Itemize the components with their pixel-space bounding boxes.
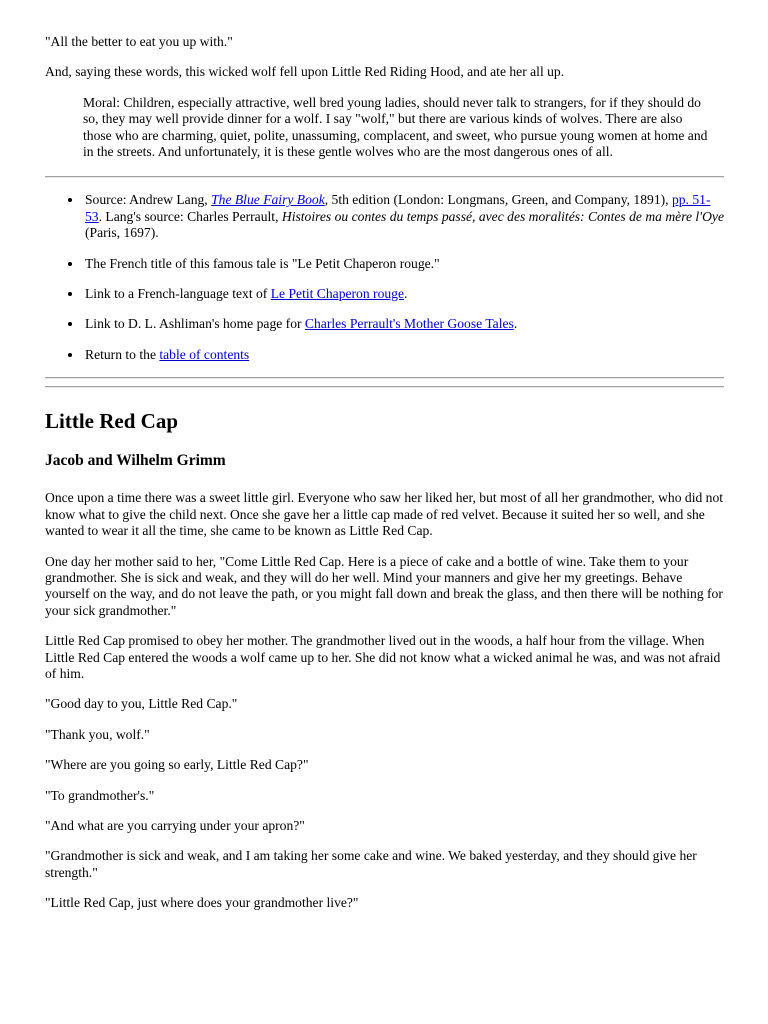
narrative-line: And, saying these words, this wicked wolf fell upon Little Red Riding Hood, and ate her all up. <box>45 64 565 80</box>
story-paragraph: Little Red Cap promised to obey her mother. The grandmother lived out in the woods, a half hour from the village. When Little Red Cap entered the woods a wolf came up to her. She did not know what a wicked animal he was, and was not afraid of him. <box>45 633 721 681</box>
note-french-title: • The French title of this famous tale is "Le Petit Chaperon rouge." <box>83 256 724 272</box>
section-divider <box>45 386 724 388</box>
story-author: Jacob and Wilhelm Grimm <box>45 452 226 470</box>
pages-link[interactable]: pp. 51-53 <box>85 192 711 224</box>
story-paragraph: "Good day to you, Little Red Cap." <box>45 696 238 712</box>
blue-fairy-book-link[interactable]: The Blue Fairy Book <box>211 192 325 208</box>
note-french-text <box>83 286 724 302</box>
story-paragraph: "Where are you going so early, Little Red Cap?" <box>45 757 309 773</box>
story-paragraph: "And what are you carrying under your apron?" <box>45 817 305 833</box>
note-text: Return to the <box>85 346 160 362</box>
section-divider <box>45 176 724 178</box>
story-paragraph: "To grandmother's." <box>45 787 155 803</box>
note-text: , 5th edition (London: Longmans, Green, and Company, 1891), <box>324 192 672 208</box>
story-paragraph: One day her mother said to her, "Come Little Red Cap. Here is a piece of cake and a bottle of wine. Take them to your grandmother. She is sick and weak, and they will do her well. Mind your manners and give her my greetings. Behave yourself on the way, and do not leave the path, or you might fall down and break the glass, and then there will be nothing for your sick grandmother." <box>45 553 723 618</box>
note-text: . <box>513 316 518 332</box>
french-text-link[interactable]: Le Petit Chaperon rouge <box>270 286 404 302</box>
story-paragraph: "Thank you, wolf." <box>45 726 150 742</box>
table-of-contents-link[interactable]: table of contents <box>159 346 250 362</box>
source-title: Histoires ou contes du temps passé, avec des moralités: Contes de ma mère l'Oye <box>281 208 724 224</box>
note-text: Link to a French-language text of <box>85 286 271 302</box>
note-text: Link to D. L. Ashliman's home page for <box>85 316 305 332</box>
story-paragraph: "Little Red Cap, just where does your grandmother live?" <box>45 895 359 911</box>
mother-goose-tales-link[interactable]: Charles Perrault's Mother Goose Tales <box>304 316 514 332</box>
note-home-page <box>83 316 724 332</box>
note-source <box>83 192 724 241</box>
story-paragraph: "Grandmother is sick and weak, and I am taking her some cake and wine. We baked yesterday, and they should give her strength." <box>45 848 697 880</box>
note-return <box>83 347 724 363</box>
notes-list <box>45 192 724 363</box>
moral-blockquote: Moral: Children, especially attractive, well bred young ladies, should never talk to strangers, for if they should do so, they may well provide dinner for a wolf. I say "wolf," but there are various kinds of wolves. There are also those who are charming, quiet, polite, unassuming, complacent, and sweet, who pursue young women at home and in the streets. And unfortunately, it is these gentle wolves who are the most dangerous ones of all. <box>83 94 708 160</box>
note-text: . <box>404 286 408 302</box>
note-text: . Lang's source: Charles Perrault, <box>98 208 282 224</box>
note-text: Source: Andrew Lang, <box>85 192 212 208</box>
story-title: Little Red Cap <box>45 409 178 434</box>
story-paragraph: Once upon a time there was a sweet little girl. Everyone who saw her liked her, but most of all her grandmother, who did not know what to give the child next. Once she gave her a little cap made of red velvet. Because it suited her so well, and she wanted to wear it all the time, she came to be known as Little Red Cap. <box>45 490 724 539</box>
dialogue-line: "All the better to eat you up with." <box>45 34 233 49</box>
note-text: (Paris, 1697). <box>85 225 159 241</box>
